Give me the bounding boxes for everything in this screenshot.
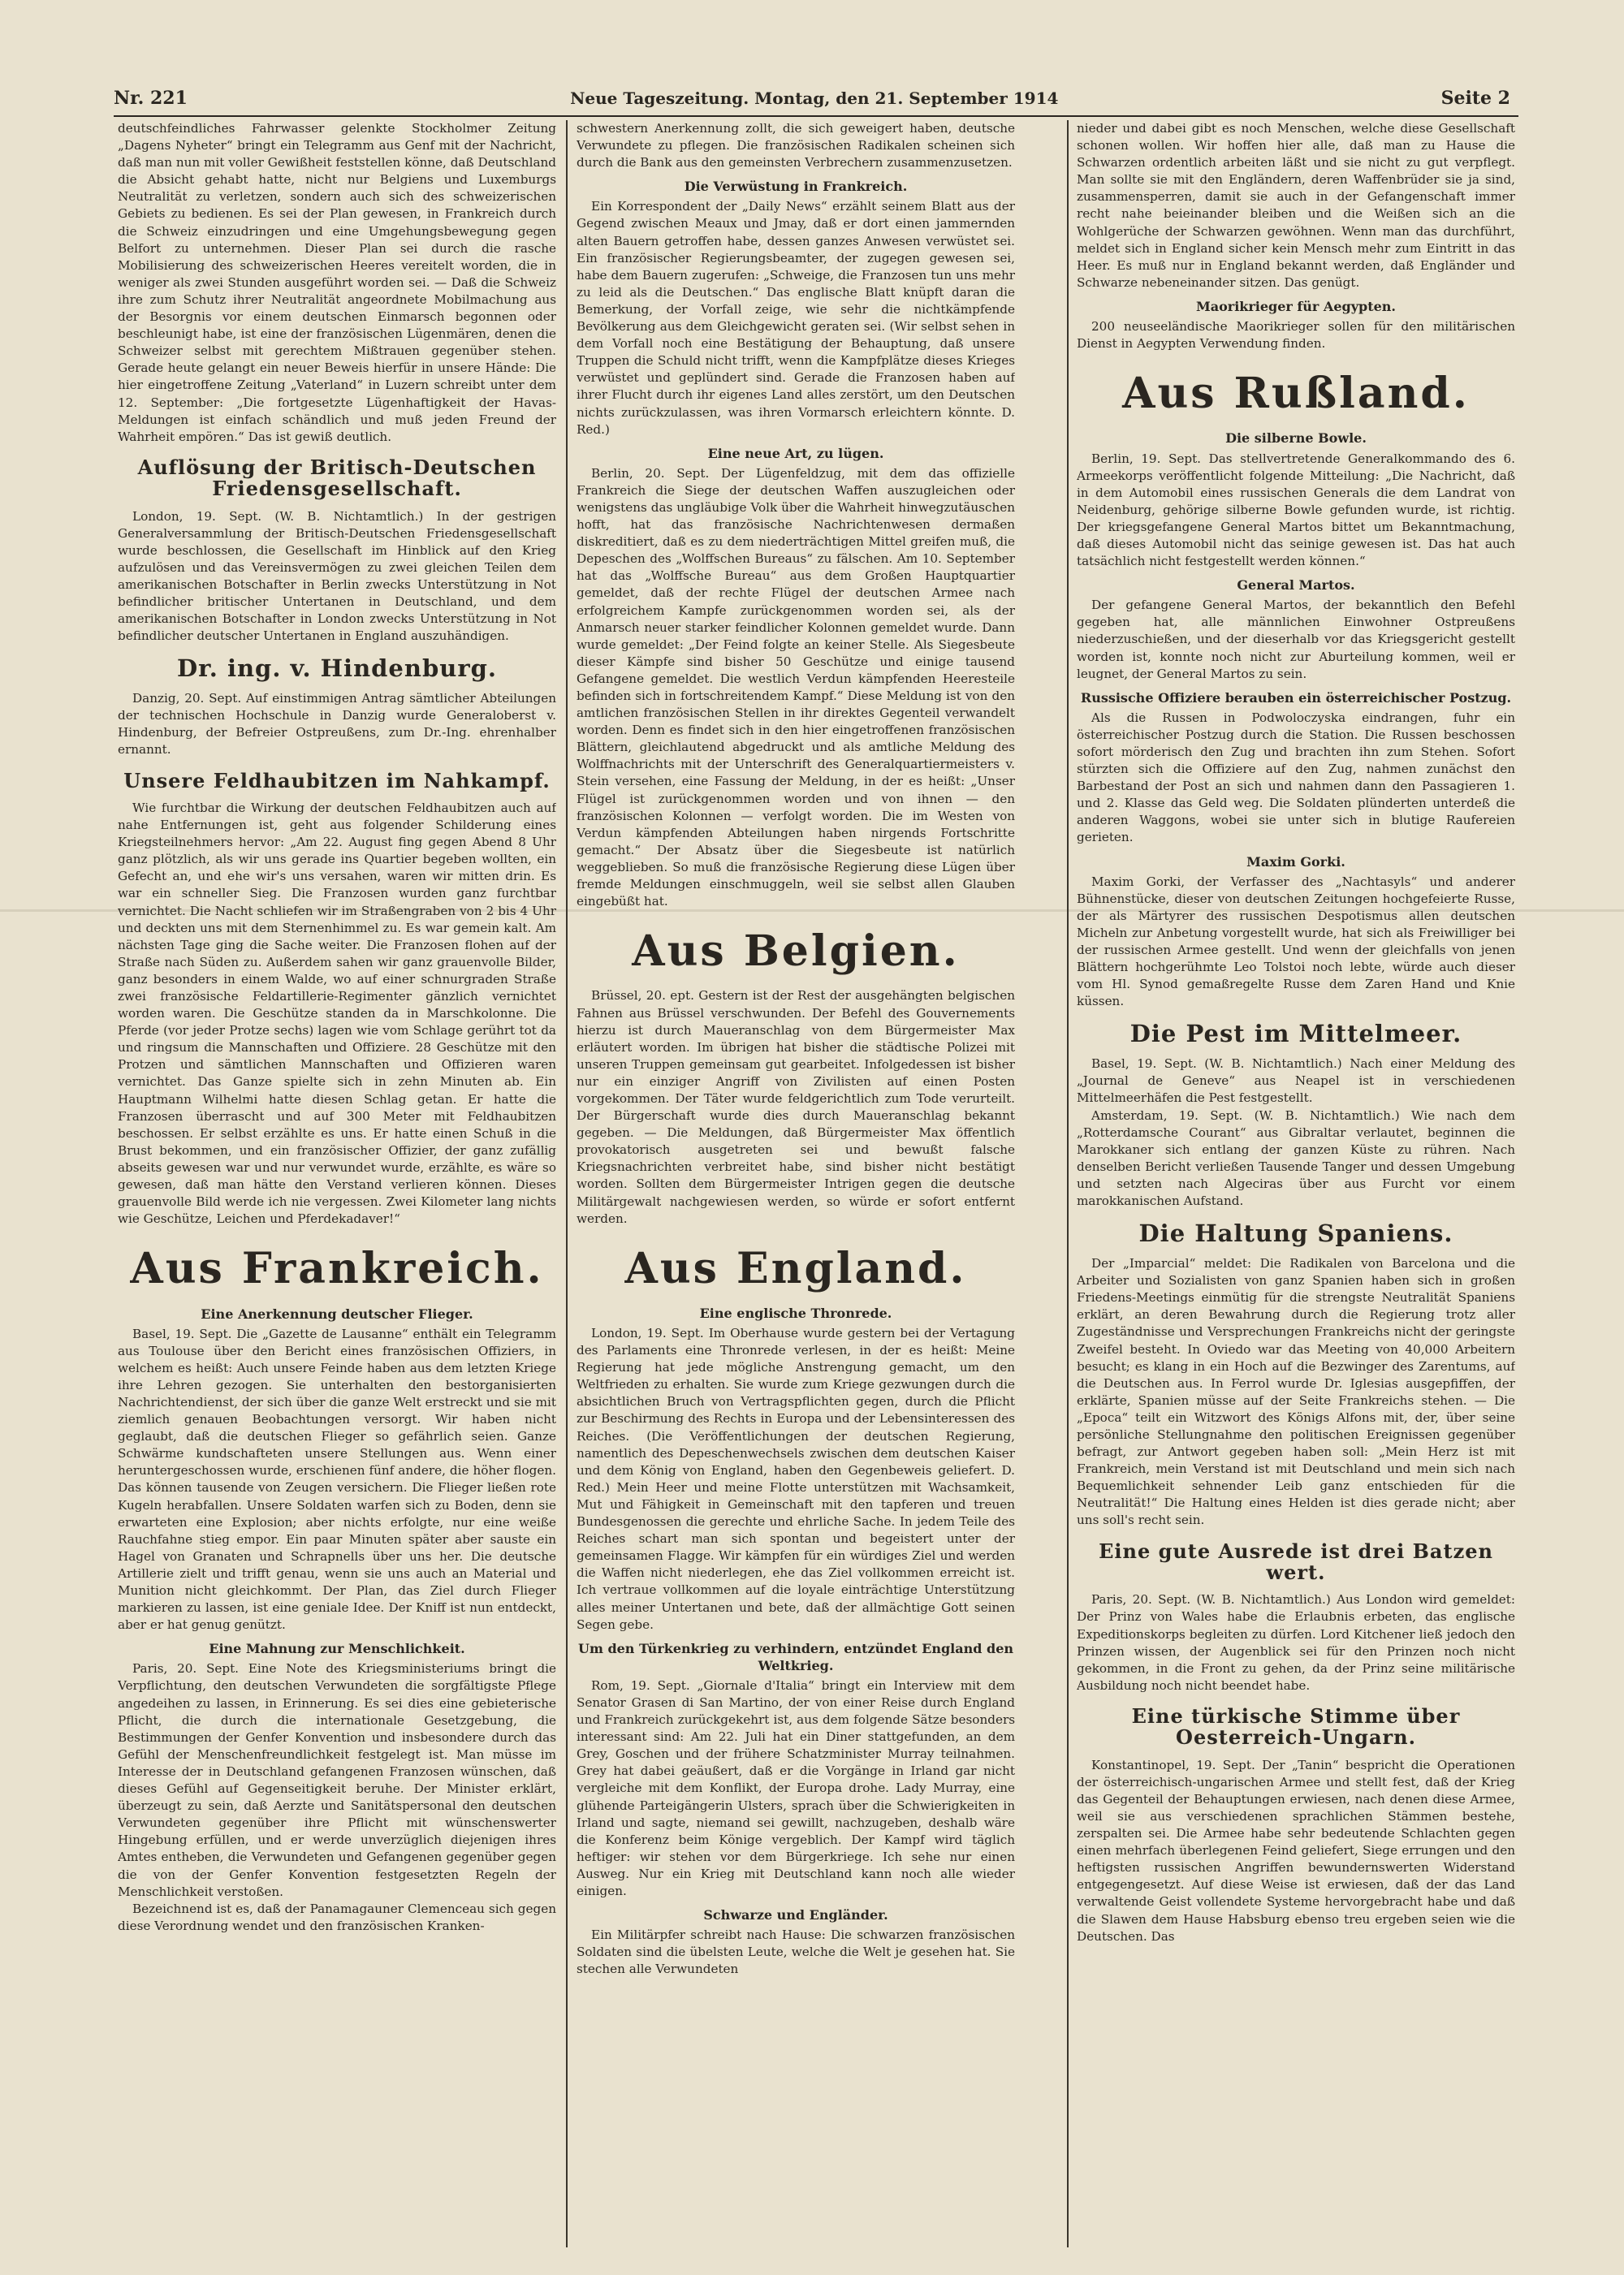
subheadline: Russische Offiziere berauben ein österreichischer Postzug. xyxy=(1080,689,1512,706)
article-paragraph: 200 neuseeländische Maorikrieger sollen für den militärischen Dienst in Aegypten Verwendung finden. xyxy=(1077,319,1515,352)
article-paragraph: Der „Imparcial“ meldet: Die Radikalen von Barcelona und die Arbeiter und Sozialisten von ganz Spanien haben sich in großen Friedens-Meetings einmütig für die strengste Neutralität Spaniens erklärt, an deren Bewahrung durch die Regierung trotz aller Zugeständnisse und Versprechungen Frankreichs nicht der geringste Zweifel besteht. In Oviedo war das Meeting von 40,000 Arbeitern besucht; es klang in ein Hoch auf die Bezwinger des Zarentums, auf die Deutschen aus. In Ferrol wurde Dr. Iglesias ausgepfiffen, der erklärte, Spanien müsse auf der Seite Frankreichs stehen. — Die „Epoca“ teilt ein Witzwort des Königs Alfons mit, der, über seine persönliche Stellungnahme den politischen Ereignissen gegenüber befragt, zur Antwort gegeben haben soll: „Mein Herz ist mit Frankreich, mein Verstand ist mit Deutschland und mein sich nach Bequemlichkeit sehnender Leib ganz entschieden für die Neutralität!“ Die Haltung eines Helden ist dies gerade nicht; aber uns soll's recht sein. xyxy=(1077,1256,1515,1528)
column-3 xyxy=(1077,120,1515,2239)
article-paragraph: Danzig, 20. Sept. Auf einstimmigen Antrag sämtlicher Abteilungen der technischen Hochschule in Danzig wurde Generaloberst v. Hindenburg, der Befreier Ostpreußens, zum Dr.-Ing. ehrenhalber ernannt. xyxy=(118,691,556,758)
headline: Unsere Feldhaubitzen im Nahkampf. xyxy=(123,768,551,792)
article-paragraph: Basel, 19. Sept. (W. B. Nichtamtlich.) Nach einer Meldung des „Journal de Geneve“ aus Neapel ist in verschiedenen Mittelmeerhäfen die Pest festgestellt. xyxy=(1077,1056,1515,1106)
article-paragraph: Der gefangene General Martos, der bekanntlich den Befehl gegeben hat, alle männlichen Einwohner Ostpreußens niederzuschießen, und der dieserhalb vor das Kriegsgericht gestellt worden ist, konnte noch nicht zur Aburteilung kommen, weil er leugnet, der General Martos zu sein. xyxy=(1077,598,1515,681)
subheadline: Die Verwüstung in Frankreich. xyxy=(684,179,908,195)
article-paragraph: nieder und dabei gibt es noch Menschen, welche diese Gesellschaft schonen wollen. Wir hoffen hier alle, daß man zu Hause die Schwarzen ordentlich arbeiten läßt und sie nicht zu gut verpflegt. Man sollte sie mit den Engländern, deren Waffenbrüder sie ja sind, zusammensperren, damit sie auch in der Gefangenschaft immer recht nahe beieinander bleiben und die Weißen sich an die Wohlgerüche der Schwarzen gewöhnen. Wenn man das durchführt, meldet sich in England sicher kein Mensch mehr zum Eintritt in das Heer. Es muß nur in England bekannt werden, daß Engländer und Schwarze nebeneinander sitzen. Das genügt. xyxy=(1077,121,1515,290)
subheadline: Maxim Gorki. xyxy=(1246,853,1345,870)
subheadline: Eine neue Art, zu lügen. xyxy=(707,445,884,461)
subheadline: Um den Türkenkrieg zu verhindern, entzündet England den Weltkrieg. xyxy=(577,1640,1014,1673)
subheadline: Eine englische Thronrede. xyxy=(699,1305,892,1321)
section-headline: Aus England. xyxy=(624,1243,967,1293)
article-paragraph: Als die Russen in Podwoloczyska eindrangen, fuhr ein österreichischer Postzug durch die Station. Die Russen beschossen sofort mörderisch den Zug und brachten ihn zum Stehen. Sofort stürzten sich die Offiziere auf den Zug, nahmen zunächst den Barbestand der Post an sich und nahmen dann den Passagieren 1. und 2. Klasse das Geld weg. Die Soldaten plünderten unterdeß die anderen Waggons, wobei sie unter sich in blutige Raufereien gerieten. xyxy=(1077,710,1515,845)
masthead xyxy=(114,81,1510,115)
headline: Die Pest im Mittelmeer. xyxy=(1129,1020,1462,1048)
headline: Auflösung der Britisch-Deutschen Friedensgesellschaft. xyxy=(137,455,537,501)
subheadline: General Martos. xyxy=(1237,577,1355,594)
paper-fold xyxy=(0,909,1624,912)
subheadline: Schwarze und Engländer. xyxy=(703,1907,888,1923)
article-paragraph: Basel, 19. Sept. Die „Gazette de Lausanne“ enthält ein Telegramm aus Toulouse über den Bericht eines französischen Offiziers, in welchem es heißt: Auch unsere Feinde haben aus dem letzten Kriege ihre Lehren gezogen. Sie unterhalten den bestorganisierten Nachrichtendienst, der sich über die ganze Welt erstreckt und sie mit ziemlich genauen Beobachtungen versorgt. Wir haben nicht geglaubt, daß die deutschen Flieger so gefährlich seien. Ganze Schwärme kundschafteten unsere Stellungen aus. Wenn einer heruntergeschossen wurde, erschienen fünf andere, die höher flogen. Das können tausende von Zeugen versichern. Die Flieger ließen rote Kugeln herabfallen. Unsere Soldaten warfen sich zu Boden, denn sie erwarteten eine Explosion; aber nichts erfolgte, nur eine weiße Rauchfahne stieg empor. Ein paar Minuten später aber sauste ein Hagel von Granaten und Schrapnells über uns her. Die deutsche Artillerie zielt und trifft genau, wenn sie uns auch an Material und Munition nicht gleichkommt. Der Plan, das Ziel durch Flieger markieren zu lassen, ist eine geniale Idee. Der Kniff ist nun entdeckt, aber er hat genug genützt. xyxy=(118,1326,556,1633)
subheadline: Maorikrieger für Aegypten. xyxy=(1196,298,1396,314)
article-paragraph: Brüssel, 20. ept. Gestern ist der Rest der ausgehängten belgischen Fahnen aus Brüssel verschwunden. Der Befehl des Gouvernements hierzu ist durch Maueranschlag von dem Bürgermeister Max erläutert worden. Im übrigen hat bisher die städtische Polizei mit unseren Truppen gemeinsam gut gearbeitet. Infolgedessen ist bisher nur ein einziger Angriff von Zivilisten auf einen Posten vorgekommen. Der Täter wurde feldgerichtlich zum Tode verurteilt. Der Bürgerschaft wurde dies durch Maueranschlag bekannt gegeben. — Die Meldungen, daß Bürgermeister Max öffentlich provokatorisch ausgetreten sei und bewußt falsche Kriegsnachrichten verbreitet habe, sind bisher nicht bestätigt worden. Sollten dem Bürgermeister Intrigen gegen die deutsche Militärgewalt nachgewiesen werden, so würde er sofort entfernt werden. xyxy=(577,988,1015,1226)
headline: Eine gute Ausrede ist drei Batzen wert. xyxy=(1099,1539,1493,1584)
masthead-center xyxy=(570,88,1058,108)
column-2 xyxy=(577,120,1015,2239)
column-1 xyxy=(118,120,556,2239)
article-paragraph: Maxim Gorki, der Verfasser des „Nachtasyls“ und anderer Bühnenstücke, dieser von deutschen Zeitungen hochgefeierte Russe, der als Märtyrer des russischen Despotismus allen deutschen Micheln zur Anbetung vorgestellt wurde, hat sich als Freiwilliger bei der russischen Armee gestellt. Und wenn der gleichfalls von jenen Blättern hochgerühmte Leo Tolstoi noch lebte, würde auch dieser vom Hl. Synod gemaßregelte Russe dem Zaren Hand und Knie küssen. xyxy=(1077,874,1515,1009)
article-paragraph: Paris, 20. Sept. Eine Note des Kriegsministeriums bringt die Verpflichtung, den deutschen Verwundeten die sorgfältigste Pflege angedeihen zu lassen, in Erinnerung. Es sei dies eine gebieterische Pflicht, die durch die internationale Gesetzgebung, die Bestimmungen der Genfer Konvention und insbesondere durch das Gefühl der Menschenfreundlichkeit festgelegt ist. Man müsse im Interesse der in Deutschland gefangenen Franzosen wünschen, daß dieses Gefühl auf Gegenseitigkeit beruhe. Der Minister erklärt, überzeugt zu sein, daß Aerzte und Sanitätspersonal den deutschen Verwundeten gegenüber ihre Pflicht mit wünschenswerter Hingebung erfüllen, und er werde unverzüglich diejenigen ihres Amtes entheben, die Verwundeten und Gefangenen gegenüber gegen die von der Genfer Konvention festgesetzten Regeln der Menschlichkeit verstoßen. xyxy=(118,1661,556,1899)
article-paragraph: London, 19. Sept. Im Oberhause wurde gestern bei der Vertagung des Parlaments eine Thronrede verlesen, in der es heißt: Meine Regierung hat jede mögliche Anstrengung gemacht, um den Weltfrieden zu erhalten. Sie wurde zum Kriege gezwungen durch die absichtlichen Bruch von Vertragspflichten gegen, durch die Pflicht zur Beschirmung des Rechts in Europa und der Lebensinteressen des Reiches. (Die Veröffentlichungen der deutschen Regierung, namentlich des Depeschenwechsels zwischen dem deutschen Kaiser und dem König von England, haben den Gegenbeweis geliefert. D. Red.) Mein Heer und meine Flotte unterstützen mit Wachsamkeit, Mut und Fähigkeit in Gemeinschaft mit den tapferen und treuen Bundesgenossen die gerechte und ehrliche Sache. In jedem Teile des Reiches schart man sich spontan und begeistert unter der gemeinsamen Flagge. Wir kämpfen für ein würdiges Ziel und werden die Waffen nicht niederlegen, ehe das Ziel vollkommen erreicht ist. Ich vertraue vollkommen auf die loyale einträchtige Unterstützung alles meiner Untertanen und bete, daß der allmächtige Gott seinen Segen gebe. xyxy=(577,1326,1015,1632)
page-number: Seite 2 xyxy=(1440,88,1510,109)
section-headline: Aus Rußland. xyxy=(1122,369,1470,419)
header-rule xyxy=(114,115,1518,117)
article-paragraph: Wie furchtbar die Wirkung der deutschen Feldhaubitzen auch auf nahe Entfernungen ist, geht aus folgender Schilderung eines Kriegsteilnehmers hervor: „Am 22. August fing gegen Abend 8 Uhr ganz plötzlich, als wir uns gerade ins Quartier begeben wollten, ein Gefecht an, und ehe wir's uns versahen, waren wir mitten drin. Es war ein schneller Sieg. Die Franzosen wurden ganz furchtbar vernichtet. Die Nacht schliefen wir im Straßengraben von 2 bis 4 Uhr und deckten uns mit dem Sternenhimmel zu. Es war gemein kalt. Am nächsten Tage ging die Sache weiter. Die Franzosen flohen auf der Straße nach Süden zu. Außerdem sahen wir ganz grauenvolle Bilder, ganz besonders in einem Walde, wo auf einer schnurgraden Straße zwei französische Feldartillerie-Regimenter gänzlich vernichtet worden waren. Die Geschütze standen da in Marschkolonne. Die Pferde (vor jeder Protze sechs) lagen wie vom Schlage gerührt tot da und ringsum die Mannschaften und Offiziere. 28 Geschütze mit den Protzen und sämtlichen Mannschaften und Offizieren waren vernichtet. Das Ganze spielte sich in zehn Minuten ab. Ein Hauptmann Wilhelmi hatte diesen Schlag getan. Er hatte die Franzosen überrascht und auf 300 Meter mit Feldhaubitzen beschossen. Er selbst erzählte es uns. Er hatte einen Schuß in die Brust bekommen, und ein französischer Offizier, der ganz zufällig abseits gewesen war und nur verwundet wurde, erzählte, es wäre so gewesen, daß man hätte den Verstand verlieren können. Dieses grauenvolle Bild werde ich nie vergessen. Zwei Kilometer lang nichts wie Geschütze, Leichen und Pferdekadaver!“ xyxy=(118,800,556,1227)
article-paragraph: London, 19. Sept. (W. B. Nichtamtlich.) In der gestrigen Generalversammlung der Britisch-Deutschen Friedensgesellschaft wurde beschlossen, die Gesellschaft im Hinblick auf den Krieg aufzulösen und das Vereinsvermögen zu zwei gleichen Teilen dem amerikanischen Botschafter in Berlin zwecks Unterstützung in Not befindlicher britischer Untertanen in Deutschland, und dem amerikanischen Botschafter in London zwecks Unterstützung in Not befindlicher deutscher Untertanen in England auszuhändigen. xyxy=(118,508,556,644)
article-paragraph: Berlin, 20. Sept. Der Lügenfeldzug, mit dem das offizielle Frankreich die Siege der deutschen Waffen auszugleichen oder wenigstens das ungläubige Volk über die Wahrheit hinwegzutäuschen hofft, hat das französische Nachrichtenwesen dermaßen diskreditiert, daß es zu dem niederträchtigen Mittel greifen muß, die Depeschen des „Wolffschen Bureaus“ zu fälschen. Am 10. September hat das „Wolffsche Bureau“ aus dem Großen Hauptquartier gemeldet, daß der rechte Flügel der deutschen Armee nach erfolgreichem Kampfe zurückgenommen worden sei, als der Anmarsch neuer starker feindlicher Kolonnen gemeldet wurde. Dann wurde gemeldet: „Der Feind folgte an keiner Stelle. Als Siegesbeute dieser Kämpfe sind bisher 50 Geschütze und einige tausend Gefangene gemeldet. Die westlich Verdun kämpfenden Heeresteile befinden sich in fortschreitendem Kampf.“ Diese Meldung ist von den amtlichen französischen Stellen in ihr direktes Gegenteil verwandelt worden. Denn es findet sich in den hier eingetroffenen französischen Blättern, gleichlautend abgedruckt und als amtliche Meldung des Wolffnachrichts mit der Unterschrift des Generalquartiermeisters v. Stein versehen, eine Fassung der Meldung, in der es heißt: „Unser Flügel ist zurückgenommen worden und von ihnen — den französischen Kolonnen — verfolgt worden. Die im Westen von Verdun kämpfenden Abteilungen haben nirgends Fortschritte gemacht.“ Der Absatz über die Siegesbeute ist natürlich weggeblieben. So muß die französische Regierung diese Lügen über fremde Meldungen einschmuggeln, weil sie selbst allen Glauben eingebüßt hat. xyxy=(577,465,1015,909)
subheadline: Die silberne Bowle. xyxy=(1225,430,1367,447)
article-paragraph: Amsterdam, 19. Sept. (W. B. Nichtamtlich.) Wie nach dem „Rotterdamsche Courant“ aus Gibraltar verlautet, beginnen die Marokkaner sich entlang der ganzen Küste zu rühren. Nach denselben Bericht verließen Tausende Tanger und dessen Umgebung und setzten nach Algeciras über aus Furcht vor einem marokkanischen Aufstand. xyxy=(1077,1107,1515,1209)
article-paragraph: Ein Militärpfer schreibt nach Hause: Die schwarzen französischen Soldaten sind die übelsten Leute, welche die Welt je gesehen hat. Sie stechen alle Verwundeten xyxy=(577,1927,1015,1977)
section-headline: Aus Belgien. xyxy=(632,926,960,977)
headline: Die Haltung Spaniens. xyxy=(1138,1220,1453,1248)
article-paragraph: Rom, 19. Sept. „Giornale d'Italia“ bringt ein Interview mit dem Senator Grasen di San Martino, der von einer Reise durch England und Frankreich zurückgekehrt ist, aus dem folgende Sätze besonders interessant sind: Am 22. Juli hat ein Diner stattgefunden, an dem Grey, Goschen und der frühere Schatzminister Murray teilnahmen. Grey hat dabei geäußert, daß er die Vorgänge in Irland gar nicht vergleiche mit dem Konflikt, der Europa drohe. Lady Murray, eine glühende Parteigängerin Ulsters, sprach über die Schwierigkeiten in Irland und sagte, niemand sei gewillt, nachzugeben, deshalb wäre die Konferenz beim Könige vergeblich. Der Kampf wird täglich heftiger: wir stehen vor dem Bürgerkriege. Ich sehe nur einen Ausweg. Nur ein Krieg mit Deutschland kann noch alle wieder einigen. xyxy=(577,1677,1015,1898)
column-divider xyxy=(566,120,568,2247)
article-paragraph: Bezeichnend ist es, daß der Panamagauner Clemenceau sich gegen diese Verordnung wendet und den französischen Kranken- xyxy=(118,1901,556,1933)
issue-number: Nr. 221 xyxy=(114,88,188,109)
headline: Dr. ing. v. Hindenburg. xyxy=(177,654,497,683)
headline: Eine türkische Stimme über Oesterreich-Ungarn. xyxy=(1131,1703,1461,1750)
section-headline: Aus Frankreich. xyxy=(130,1244,544,1294)
article-paragraph: Ein Korrespondent der „Daily News“ erzählt seinem Blatt aus der Gegend zwischen Meaux und Jmay, daß er dort einen jammernden alten Bauern getroffen habe, dessen ganzes Anwesen verwüstet sei. Ein französischer Regierungsbeamter, der zugegen gewesen sei, habe dem Bauern zugerufen: „Schweige, die Franzosen tun uns mehr zu leid als die Deutschen.“ Das englische Blatt knüpft daran die Bemerkung, der Vorfall zeige, wie sehr die nichtkämpfende Bevölkerung aus dem Gleichgewicht geraten sei. (Wir selbst sehen in dem Vorfall noch eine Bestätigung der Behauptung, daß unsere Truppen die Schuld nicht trifft, wenn die Kampfplätze dieses Krieges verwüstet und geplündert sind. Gerade die Franzosen haben auf ihrer Flucht durch ihr eigenes Land alles zerstört, um den Deutschen nichts zurückzulassen, was ihren Vormarsch erleichtern könnte. D. Red.) xyxy=(577,199,1015,437)
article-paragraph: Paris, 20. Sept. (W. B. Nichtamtlich.) Aus London wird gemeldet: Der Prinz von Wales habe die Erlaubnis erbeten, das englische Expeditionskorps begleiten zu dürfen. Lord Kitchener ließ jedoch den Prinzen wissen, der Augenblick sei für den Prinzen noch nicht gekommen, in die Front zu gehen, da der Prinz seine militärische Ausbildung noch nicht beendet habe. xyxy=(1077,1592,1515,1693)
article-paragraph: Konstantinopel, 19. Sept. Der „Tanin“ bespricht die Operationen der österreichisch-ungarischen Armee und stellt fest, daß der Krieg das Gegenteil der Behauptungen erwiesen, nach denen diese Armee, weil sie aus verschiedenen sprachlichen Stämmen bestehe, zerspalten sei. Die Armee habe sehr bedeutende Schlachten gegen einen mehrfach überlegenen Feind geliefert, Siege errungen und den heftigsten russischen Angriffen bewundernswerten Widerstand entgegengesetzt. Auf diese Weise ist erwiesen, daß der das Land verwaltende Geist vollendete Systeme hervorgebracht habe und daß die Slawen dem Hause Habsburg ebenso treu ergeben seien wie die Deutschen. Das xyxy=(1077,1757,1515,1944)
issue-date: Montag, den 21. September 1914 xyxy=(754,88,1059,108)
article-paragraph: Berlin, 19. Sept. Das stellvertretende Generalkommando des 6. Armeekorps veröffentlicht folgende Mitteilung: „Die Nachricht, daß in dem Automobil eines russischen Generals die dem Landrat von Neidenburg, gehörige silberne Bowle gefunden wurde, ist richtig. Der kriegsgefangene General Martos bittet um Bekanntmachung, daß dieses Automobil nicht das seinige gewesen ist. Das hat auch tatsächlich nicht festgestellt werden können.“ xyxy=(1077,451,1515,569)
subheadline: Eine Mahnung zur Menschlichkeit. xyxy=(209,1641,465,1657)
article-paragraph: schwestern Anerkennung zollt, die sich geweigert haben, deutsche Verwundete zu pflegen. Die französischen Radikalen scheinen sich durch die Bank aus den gemeinsten Verbrechern zusammenzusetzen. xyxy=(577,121,1015,171)
subheadline: Eine Anerkennung deutscher Flieger. xyxy=(201,1306,473,1322)
column-divider xyxy=(1067,120,1069,2247)
paper-name: Neue Tageszeitung. xyxy=(570,88,749,108)
article-paragraph: deutschfeindliches Fahrwasser gelenkte Stockholmer Zeitung „Dagens Nyheter“ bringt ein Telegramm aus Genf mit der Nachricht, daß man nun mit voller Gewißheit feststellen könne, daß Deutschland die Absicht gehabt hatte, nicht nur Belgiens und Luxemburgs Neutralität zu verletzen, sondern auch sich des schweizerischen Gebiets zu bedienen. Es sei der Plan gewesen, in Frankreich durch die Schweiz einzudringen und eine Umgehungsbewegung gegen Belfort zu unternehmen. Dieser Plan sei durch die rasche Mobilisierung des schweizerischen Heeres vereitelt worden, die in weniger als zwei Stunden ausgeführt worden sei. — Daß die Schweiz ihre zum Schutz ihrer Neutralität angeordnete Mobilmachung aus der Besorgnis vor einem deutschen Einmarsch begonnen oder beschleunigt habe, ist eine der französischen Lügenmären, denen die Schweizer selbst mit gerechtem Mißtrauen gegenüber stehen. Gerade heute gelangt ein neuer Beweis hierfür in unsere Hände: Die hier eingetroffene Zeitung „Vaterland“ in Luzern schreibt unter dem 12. September: „Die fortgesetzte Lügenhaftigkeit der Havas-Meldungen ist einfach schändlich und muß jeden Freund der Wahrheit empören.“ Das ist gewiß deutlich. xyxy=(118,121,556,444)
